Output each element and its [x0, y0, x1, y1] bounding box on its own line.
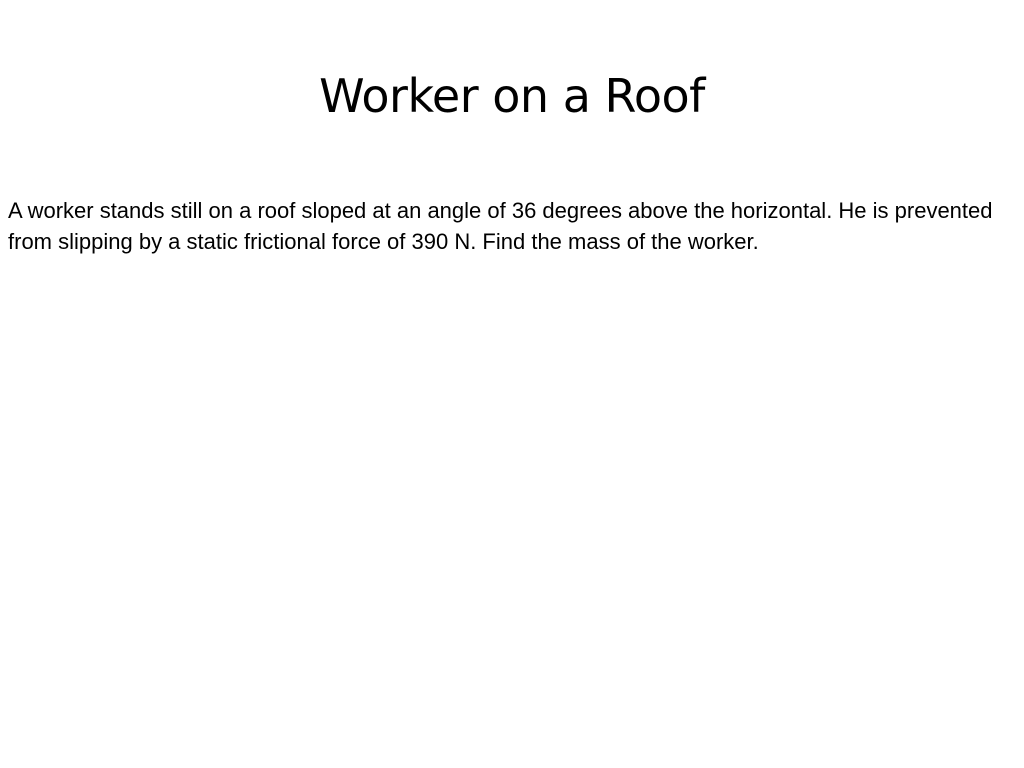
problem-text: A worker stands still on a roof sloped at an angle of 36 degrees above the horizontal. He is prevented from slipping by a static frictional force of 390 N. Find the mass of the worker.: [8, 198, 993, 254]
slide-title: Worker on a Roof: [319, 69, 705, 123]
